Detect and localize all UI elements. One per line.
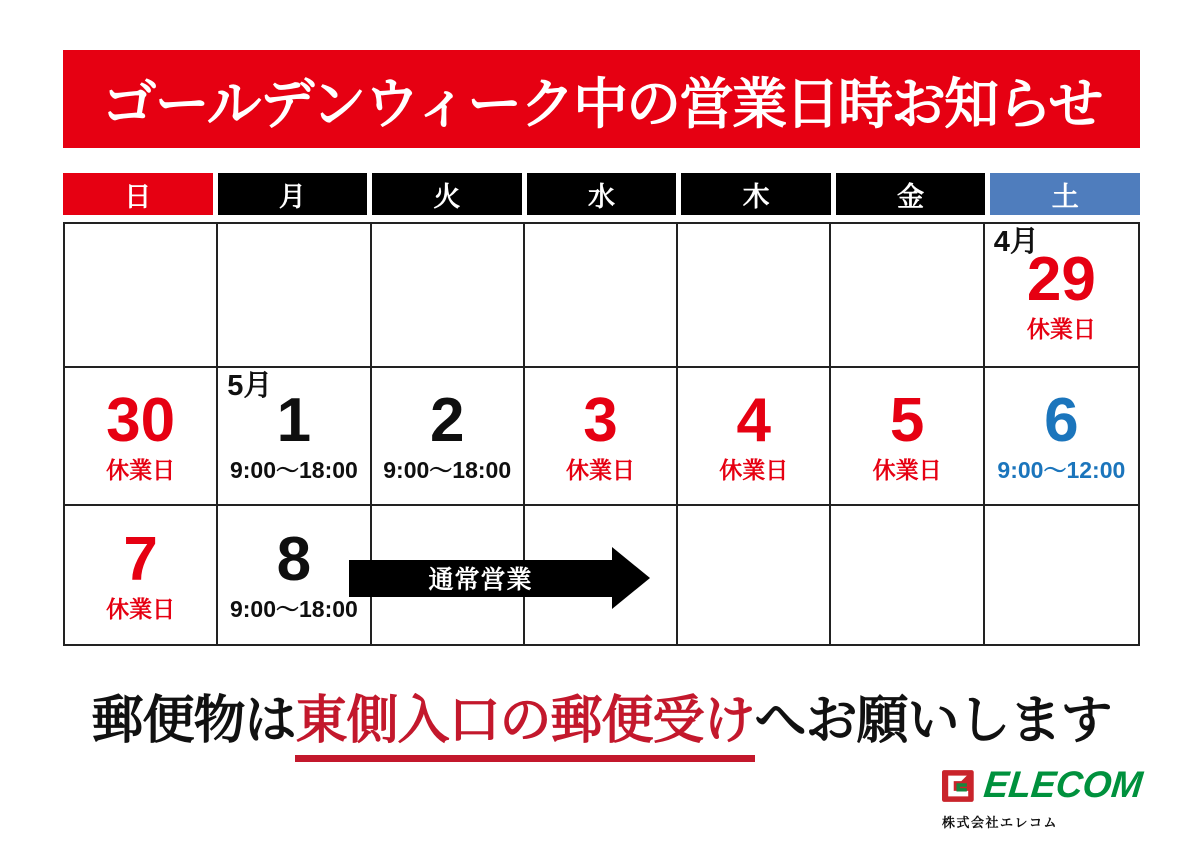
calendar-cell-may2 [372, 368, 525, 506]
elecom-company-name: 株式会社エレコム [942, 815, 1059, 830]
calendar-cell-may3 [525, 368, 678, 506]
calendar-cell-apr29 [985, 224, 1138, 368]
calendar-cell-apr30 [65, 368, 218, 506]
calendar-cell-may6 [985, 368, 1138, 506]
calendar-cell-may4 [678, 368, 831, 506]
day-note: 休業日 [719, 457, 789, 483]
arrow-label: 通常営業 [428, 566, 533, 594]
day-note: 休業日 [872, 457, 942, 483]
footer-message [63, 678, 1140, 753]
day-number: 4 [736, 386, 772, 455]
day-note: 9:00〜18:00 [229, 596, 358, 622]
day-note: 9:00〜18:00 [383, 457, 512, 483]
notice-title: ゴールデンウィーク中の営業日時お知らせ [101, 72, 1102, 135]
day-number: 1 [276, 386, 312, 455]
calendar-cell-empty [678, 224, 831, 368]
arrow-head-icon [612, 547, 650, 609]
day-number: 2 [429, 386, 465, 455]
calendar-cell-empty [831, 506, 984, 644]
arrow-bar [349, 560, 612, 597]
day-number: 7 [123, 525, 158, 594]
calendar-cell-empty [372, 224, 525, 368]
day-number: 6 [1044, 386, 1079, 455]
footer-prefix: 郵便物は [91, 692, 296, 750]
calendar-cell-empty [985, 506, 1138, 644]
elecom-logo [942, 763, 1145, 831]
day-note: 休業日 [1026, 316, 1096, 342]
weekday-header-fri: 金 [836, 173, 986, 215]
day-note: 休業日 [106, 457, 176, 483]
calendar-cell-may7 [65, 506, 218, 644]
weekday-header-wed: 水 [527, 173, 677, 215]
elecom-mark-icon [942, 763, 974, 809]
calendar-cell-empty [525, 224, 678, 368]
calendar-cell-empty [678, 506, 831, 644]
weekday-header-tue: 火 [372, 173, 522, 215]
calendar-cell-may5 [831, 368, 984, 506]
weekday-header-sat: 土 [990, 173, 1140, 215]
day-note: 休業日 [106, 596, 176, 622]
day-number: 30 [106, 386, 176, 455]
weekday-header-row [63, 173, 1140, 215]
calendar-cell-empty [65, 224, 218, 368]
month-label: 4月 [993, 226, 1039, 258]
elecom-wordmark: ELECOM [981, 764, 1145, 805]
footer-suffix: へお願いします [754, 692, 1112, 750]
day-number: 29 [1026, 245, 1096, 314]
day-number: 3 [583, 386, 618, 455]
weekday-header-sun: 日 [63, 173, 213, 215]
day-number: 5 [889, 386, 925, 455]
weekday-header-thu: 木 [681, 173, 831, 215]
notice-title-banner [63, 50, 1140, 148]
weekday-header-mon: 月 [218, 173, 368, 215]
footer-highlight: 東側入口の郵便受け [295, 692, 754, 762]
month-label: 5月 [227, 370, 273, 402]
calendar-cell-empty [831, 224, 984, 368]
normal-business-arrow [349, 547, 650, 609]
day-number: 8 [276, 525, 312, 594]
calendar-cell-may1 [218, 368, 371, 506]
calendar-cell-empty [218, 224, 371, 368]
day-note: 9:00〜18:00 [229, 457, 358, 483]
day-note: 休業日 [565, 457, 635, 483]
day-note: 9:00〜12:00 [997, 457, 1126, 483]
